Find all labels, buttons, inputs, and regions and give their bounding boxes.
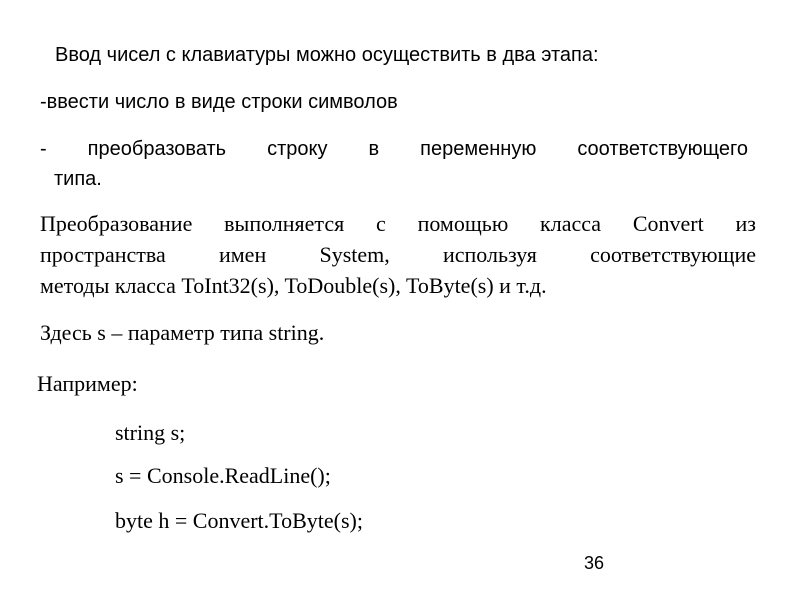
code-line-readline: s = Console.ReadLine(); <box>115 463 331 488</box>
convert-paragraph-line-2: пространства имен System, используя соответствующие <box>40 242 756 267</box>
intro-text: Ввод чисел с клавиатуры можно осуществить в два этапа: <box>55 44 599 66</box>
bullet-convert-string-continuation: типа. <box>54 168 102 190</box>
convert-paragraph-line-3: методы класса ToInt32(s), ToDouble(s), ToByte(s) и т.д. <box>40 273 547 298</box>
bullet-enter-string: -ввести число в виде строки символов <box>40 91 398 113</box>
convert-paragraph <box>40 208 756 301</box>
code-line-convert: byte h = Convert.ToByte(s); <box>115 508 363 533</box>
bullet-convert-string: - преобразовать строку в переменную соответствующего <box>40 138 748 160</box>
convert-paragraph-line-1: Преобразование выполняется с помощью класса Convert из <box>40 211 756 236</box>
code-line-declare: string s; <box>115 420 186 445</box>
page-number: 36 <box>584 553 605 573</box>
example-label: Например: <box>37 371 138 396</box>
parameter-note: Здесь s – параметр типа string. <box>40 320 325 345</box>
